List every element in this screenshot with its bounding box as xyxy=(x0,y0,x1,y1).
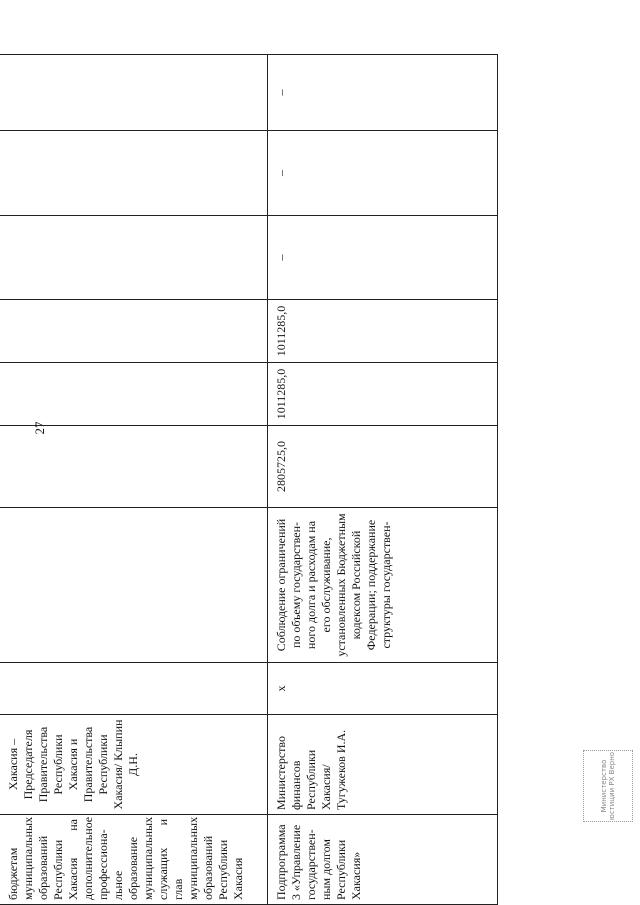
rotated-table-container xyxy=(0,55,497,905)
cell-year-3: – xyxy=(268,216,498,300)
cell-year-5 xyxy=(0,55,268,131)
cell-deadline: x xyxy=(268,663,498,715)
stamp-text: Министерство юстиции РХ Верно xyxy=(600,751,616,821)
table-row-continued xyxy=(0,55,268,905)
cell-year-4: – xyxy=(268,131,498,216)
cell-year-1 xyxy=(0,363,268,426)
program-table xyxy=(0,54,498,905)
cell-year-5: – xyxy=(268,55,498,131)
cell-year-2: 1011285,0 xyxy=(268,300,498,363)
cell-name: Подпрограмма 3 «Управление государствен-ным долгом Республики Хакасия» xyxy=(268,815,498,905)
cell-total: 2805725,0 xyxy=(268,426,498,508)
cell-indicator: Соблюдение ограничений по объему государствен-ного долга и расходам на его обслуживание, установленных Бюджетным кодексом Российской Федерации; поддержание структуры государствен- xyxy=(268,508,498,663)
cell-name: бюджетам муниципальных образований Республики Хакасия на дополнительное профессиона-льное образование муниципальных служащих и глав муниципальных образований Республики Хакасия xyxy=(0,815,268,905)
cell-executor: Хакасия – Председателя Правительства Республики Хакасия и Правительства Республики Хакасия/ Клыпин Д.Н. xyxy=(0,715,268,815)
table-row-subprogram-3 xyxy=(268,55,498,905)
cell-year-1: 1011285,0 xyxy=(268,363,498,426)
cell-year-2 xyxy=(0,300,268,363)
certification-stamp xyxy=(583,750,633,822)
page-number: 27 xyxy=(32,421,47,435)
cell-total xyxy=(0,426,268,508)
cell-indicator xyxy=(0,508,268,663)
cell-executor: Министерство финансов Республики Хакасия/ Тугужеков И.А. xyxy=(268,715,498,815)
cell-year-4 xyxy=(0,131,268,216)
cell-deadline xyxy=(0,663,268,715)
cell-year-3 xyxy=(0,216,268,300)
